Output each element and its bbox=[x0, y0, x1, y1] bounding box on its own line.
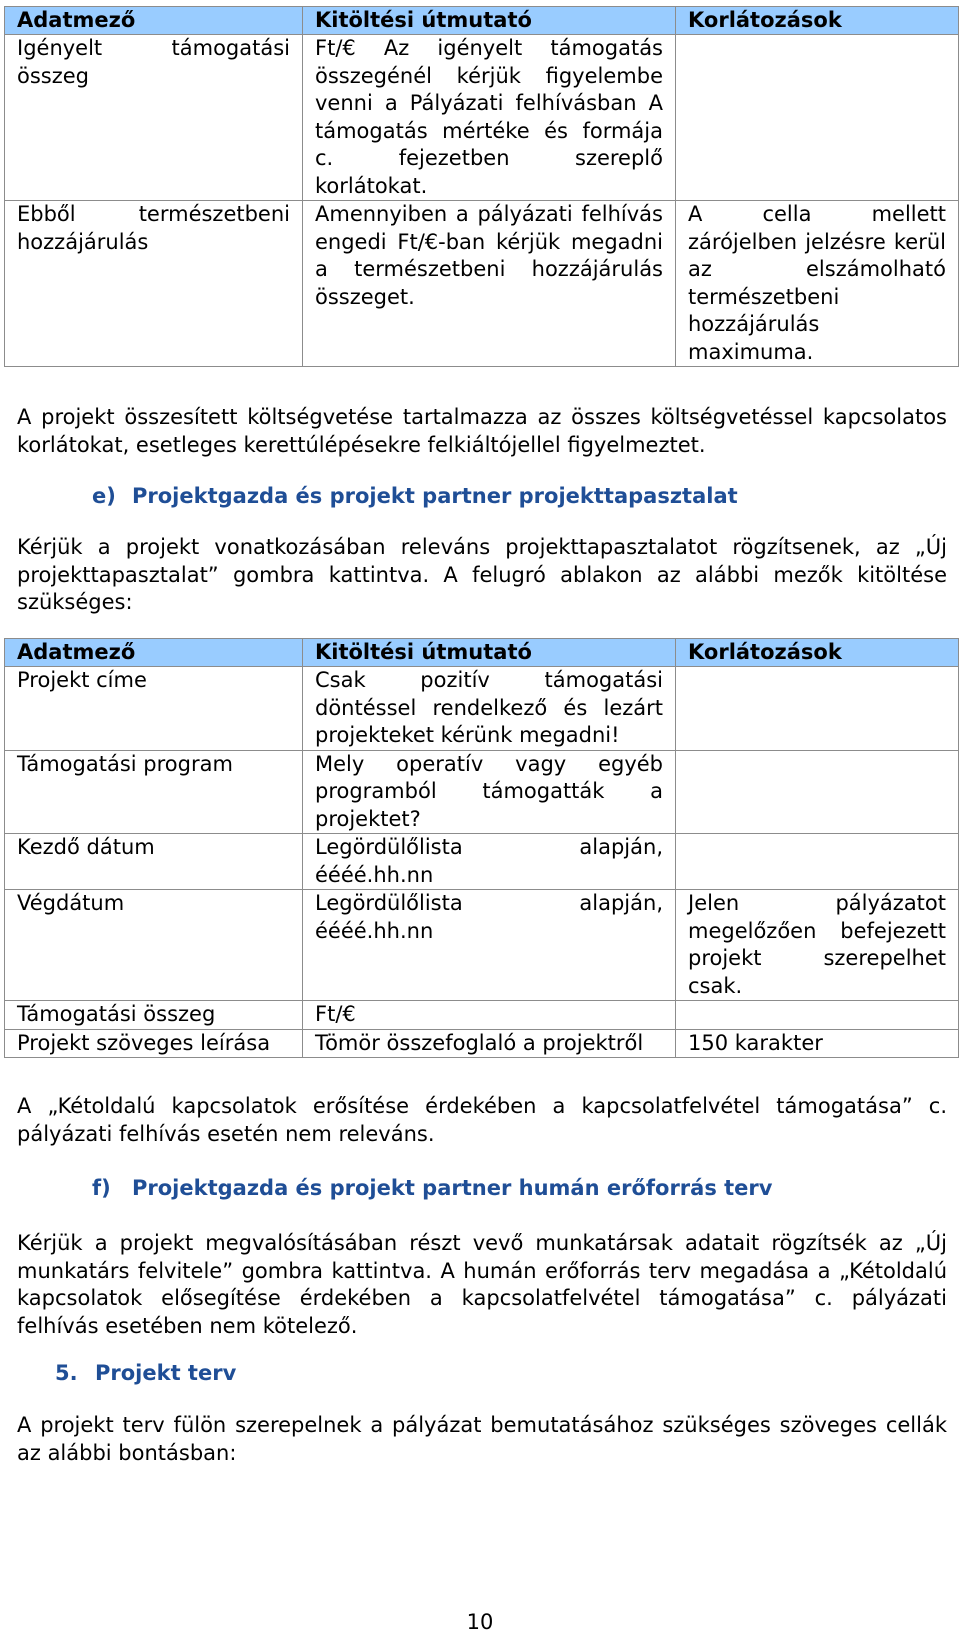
cell-guide: Ft/€ Az igényelt támogatás összegénél kérjük figyelembe venni a Pályázati felhívásban A támogatás mértéke és formája c. fejezetben szereplő korlátokat. bbox=[303, 35, 676, 201]
cell-field: Támogatási program bbox=[5, 750, 303, 834]
section-heading-e bbox=[92, 482, 738, 510]
header-korlatozasok: Korlátozások bbox=[676, 7, 959, 35]
cell-limit bbox=[676, 750, 959, 834]
header-adatmezo: Adatmező bbox=[5, 7, 303, 35]
cell-guide: Csak pozitív támogatási döntéssel rendelkező és lezárt projekteket kérünk megadni! bbox=[303, 667, 676, 751]
cell-field: Kezdő dátum bbox=[5, 834, 303, 890]
section-number: e) bbox=[92, 484, 116, 508]
budget-summary-paragraph: A projekt összesített költségvetése tartalmazza az összes költségvetéssel kapcsolatos korlátokat, esetleges kerettúlépésekre felkiáltójellel figyelmeztet. bbox=[17, 405, 947, 457]
section-number: f) bbox=[92, 1176, 111, 1200]
table-header-row bbox=[5, 639, 959, 667]
cell-guide: Ft/€ bbox=[303, 1001, 676, 1030]
table-row bbox=[5, 1001, 959, 1030]
section-number: 5. bbox=[55, 1361, 78, 1385]
section-heading-f bbox=[92, 1174, 772, 1202]
header-kitoltesi-utmutato: Kitöltési útmutató bbox=[303, 7, 676, 35]
header-korlatozasok: Korlátozások bbox=[676, 639, 959, 667]
table-row bbox=[5, 1029, 959, 1058]
cell-field: Projekt szöveges leírása bbox=[5, 1029, 303, 1058]
cell-guide: Mely operatív vagy egyéb programból támogatták a projektet? bbox=[303, 750, 676, 834]
table-row bbox=[5, 890, 959, 1001]
experience-fields-table bbox=[4, 638, 959, 1058]
experience-intro-paragraph: Kérjük a projekt vonatkozásában releváns projekttapasztalatot rögzítsenek, az „Új projekttapasztalat” gombra kattintva. A felugró ablakon az alábbi mezők kitöltése szükséges: bbox=[17, 535, 947, 614]
hr-plan-paragraph: Kérjük a projekt megvalósításában részt vevő munkatársak adatait rögzítsék az „Új munkatárs felvitele” gombra kattintva. A humán erőforrás terv megadása a „Kétoldalú kapcsolatok elősegítése érdekében a kapcsolatfelvétel támogatása” c. pályázati felhívás esetében nem kötelező. bbox=[17, 1231, 947, 1338]
section-heading-5 bbox=[55, 1359, 236, 1387]
table-header-row bbox=[5, 7, 959, 35]
table-row bbox=[5, 201, 959, 367]
budget-fields-table bbox=[4, 6, 959, 367]
table-row bbox=[5, 35, 959, 201]
header-adatmezo: Adatmező bbox=[5, 639, 303, 667]
page-number: 10 bbox=[466, 1610, 494, 1634]
cell-field: Támogatási összeg bbox=[5, 1001, 303, 1030]
cell-field: Ebből természetbeni hozzájárulás bbox=[5, 201, 303, 367]
section-title: Projektgazda és projekt partner projekttapasztalat bbox=[132, 484, 738, 508]
table-row bbox=[5, 667, 959, 751]
cell-limit: A cella mellett zárójelben jelzésre kerül az elszámolható természetbeni hozzájárulás maximuma. bbox=[676, 201, 959, 367]
cell-limit bbox=[676, 834, 959, 890]
table-row bbox=[5, 750, 959, 834]
cell-guide: Legördülőlista alapján, éééé.hh.nn bbox=[303, 834, 676, 890]
project-plan-paragraph: A projekt terv fülön szerepelnek a pályázat bemutatásához szükséges szöveges cellák az alábbi bontásban: bbox=[17, 1413, 947, 1465]
header-kitoltesi-utmutato: Kitöltési útmutató bbox=[303, 639, 676, 667]
section-title: Projekt terv bbox=[95, 1361, 237, 1385]
cell-field: Végdátum bbox=[5, 890, 303, 1001]
cell-guide: Tömör összefoglaló a projektről bbox=[303, 1029, 676, 1058]
cell-guide: Amennyiben a pályázati felhívás engedi Ft/€-ban kérjük megadni a természetbeni hozzájárulás összeget. bbox=[303, 201, 676, 367]
relevance-note-paragraph: A „Kétoldalú kapcsolatok erősítése érdekében a kapcsolatfelvétel támogatása” c. pályázati felhívás esetén nem releváns. bbox=[17, 1094, 947, 1146]
cell-limit bbox=[676, 667, 959, 751]
cell-guide: Legördülőlista alapján, éééé.hh.nn bbox=[303, 890, 676, 1001]
cell-field: Igényelt támogatási összeg bbox=[5, 35, 303, 201]
cell-field: Projekt címe bbox=[5, 667, 303, 751]
section-title: Projektgazda és projekt partner humán erőforrás terv bbox=[132, 1176, 773, 1200]
cell-limit: 150 karakter bbox=[676, 1029, 959, 1058]
cell-limit: Jelen pályázatot megelőzően befejezett projekt szerepelhet csak. bbox=[676, 890, 959, 1001]
table-row bbox=[5, 834, 959, 890]
cell-limit bbox=[676, 35, 959, 201]
cell-limit bbox=[676, 1001, 959, 1030]
